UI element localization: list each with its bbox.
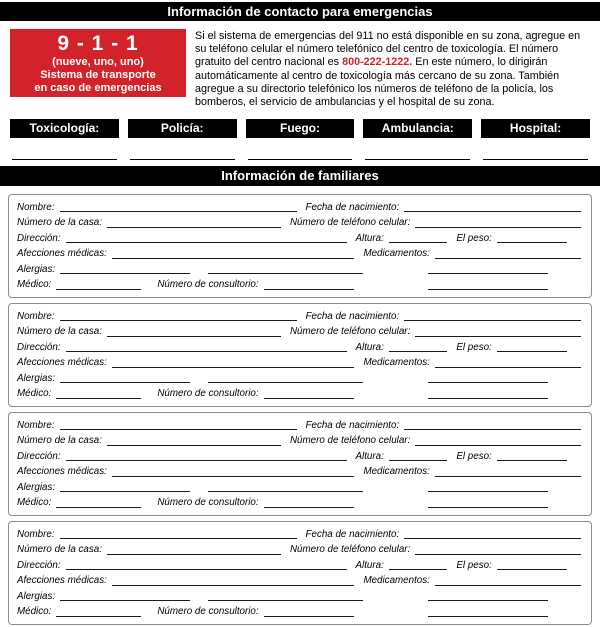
allergies-label: Alergias: <box>17 481 56 493</box>
row-name-dob <box>17 200 581 216</box>
medical-conditions-line <box>112 366 355 368</box>
nine-one-one-caption-2: en caso de emergencias <box>34 81 162 94</box>
row-name-dob <box>17 309 581 325</box>
medications-label: Medicamentos: <box>363 248 430 260</box>
name-label: Nombre: <box>17 310 55 322</box>
medications-line-2 <box>428 599 548 601</box>
row-doctor-office <box>17 387 581 403</box>
medical-conditions-label: Afecciones médicas: <box>17 466 107 478</box>
medications-line-2 <box>428 490 548 492</box>
address-line <box>66 350 347 352</box>
doctor-label: Médico: <box>17 606 52 618</box>
section-title-family-info: Información de familiares <box>221 168 379 184</box>
cell-number-label: Número de teléfono celular: <box>289 326 411 338</box>
allergies-line-2 <box>208 272 363 274</box>
medications-line-2 <box>428 272 548 274</box>
home-number-label: Número de la casa: <box>17 435 102 447</box>
doctor-line <box>56 397 141 399</box>
contact-label-hospital: Hospital: <box>481 119 590 138</box>
row-address-height-weight <box>17 231 581 247</box>
medications-label: Medicamentos: <box>363 357 430 369</box>
home-number-label: Número de la casa: <box>17 217 102 229</box>
row-phones <box>17 543 581 559</box>
medications-label: Medicamentos: <box>363 466 430 478</box>
allergies-label: Alergias: <box>17 590 56 602</box>
medications-line-2 <box>428 381 548 383</box>
height-line <box>389 459 448 461</box>
row-address-height-weight <box>17 340 581 356</box>
paragraph-text-after: En este número, lo dirigirán automáticamente al centro de toxicología más cercano de su zona. También agregue a su directorio telefónico los números de teléfono de la policía, los bomberos, el servicio de ambulancias y el hospital de su zona. <box>195 56 560 109</box>
address-label: Dirección: <box>17 341 61 353</box>
office-number-label: Número de consultorio: <box>157 388 259 400</box>
address-label: Dirección: <box>17 559 61 571</box>
cell-number-line <box>415 335 581 337</box>
birth-date-label: Fecha de nacimiento: <box>305 419 400 431</box>
nine-one-one-number: 9 - 1 - 1 <box>57 31 139 55</box>
height-line <box>389 241 448 243</box>
allergies-line-1 <box>60 490 190 492</box>
name-line <box>60 319 297 321</box>
office-number-label: Número de consultorio: <box>157 279 259 291</box>
weight-line <box>497 350 567 352</box>
medical-conditions-line <box>112 257 355 259</box>
birth-date-label: Fecha de nacimiento: <box>305 310 400 322</box>
doctor-label: Médico: <box>17 497 52 509</box>
family-member-block <box>8 194 592 298</box>
row-phones <box>17 216 581 232</box>
address-line <box>66 459 347 461</box>
row-doctor-office <box>17 605 581 621</box>
medical-conditions-label: Afecciones médicas: <box>17 357 107 369</box>
name-label: Nombre: <box>17 528 55 540</box>
birth-date-label: Fecha de nacimiento: <box>305 528 400 540</box>
weight-label: El peso: <box>456 450 492 462</box>
nine-one-one-pronunciation: (nueve, uno, uno) <box>52 55 144 68</box>
medications-line-3 <box>428 288 548 290</box>
row-allergies <box>17 371 581 387</box>
weight-label: El peso: <box>456 559 492 571</box>
nine-one-one-box <box>10 29 186 97</box>
family-member-block <box>8 303 592 407</box>
medical-conditions-label: Afecciones médicas: <box>17 248 107 260</box>
row-allergies <box>17 262 581 278</box>
name-line <box>60 210 297 212</box>
row-conditions-medications <box>17 247 581 263</box>
emergency-info-row <box>10 29 592 109</box>
height-line <box>389 568 448 570</box>
medications-line-3 <box>428 615 548 617</box>
doctor-line <box>56 288 141 290</box>
contact-label-toxicology: Toxicología: <box>10 119 119 138</box>
allergies-line-1 <box>60 599 190 601</box>
medications-line <box>435 257 581 259</box>
police-number-line <box>130 158 235 160</box>
contact-label-fire: Fuego: <box>246 119 355 138</box>
row-name-dob <box>17 527 581 543</box>
office-number-line <box>264 288 354 290</box>
allergies-line-1 <box>60 381 190 383</box>
office-number-line <box>264 397 354 399</box>
emergency-contact-blank-lines <box>10 158 590 160</box>
name-line <box>60 537 297 539</box>
row-allergies <box>17 589 581 605</box>
home-number-line <box>107 444 281 446</box>
address-line <box>66 568 347 570</box>
weight-label: El peso: <box>456 232 492 244</box>
row-conditions-medications <box>17 465 581 481</box>
row-phones <box>17 434 581 450</box>
office-number-label: Número de consultorio: <box>157 497 259 509</box>
fire-number-line <box>248 158 353 160</box>
name-line <box>60 428 297 430</box>
cell-number-label: Número de teléfono celular: <box>289 544 411 556</box>
weight-line <box>497 241 567 243</box>
row-doctor-office <box>17 278 581 294</box>
birth-date-line <box>404 428 581 430</box>
cell-number-line <box>415 553 581 555</box>
birth-date-line <box>404 319 581 321</box>
weight-label: El peso: <box>456 341 492 353</box>
address-line <box>66 241 347 243</box>
emergency-contact-labels-row <box>10 119 590 138</box>
medications-line <box>435 584 581 586</box>
home-number-label: Número de la casa: <box>17 544 102 556</box>
medical-conditions-line <box>112 475 355 477</box>
height-label: Altura: <box>355 341 384 353</box>
row-doctor-office <box>17 496 581 512</box>
cell-number-label: Número de teléfono celular: <box>289 217 411 229</box>
doctor-line <box>56 506 141 508</box>
cell-number-line <box>415 226 581 228</box>
birth-date-label: Fecha de nacimiento: <box>305 201 400 213</box>
row-conditions-medications <box>17 574 581 590</box>
contact-label-ambulance: Ambulancia: <box>363 119 472 138</box>
home-number-label: Número de la casa: <box>17 326 102 338</box>
home-number-line <box>107 553 281 555</box>
allergies-label: Alergias: <box>17 372 56 384</box>
row-allergies <box>17 480 581 496</box>
family-member-block <box>8 412 592 516</box>
row-conditions-medications <box>17 356 581 372</box>
medical-conditions-label: Afecciones médicas: <box>17 575 107 587</box>
medications-line <box>435 366 581 368</box>
nine-one-one-caption-1: Sistema de transporte <box>40 68 156 81</box>
office-number-line <box>264 615 354 617</box>
row-phones <box>17 325 581 341</box>
birth-date-line <box>404 537 581 539</box>
row-name-dob <box>17 418 581 434</box>
medical-conditions-line <box>112 584 355 586</box>
allergies-line-2 <box>208 490 363 492</box>
birth-date-line <box>404 210 581 212</box>
contact-label-police: Policía: <box>128 119 237 138</box>
family-member-blocks <box>8 194 592 625</box>
weight-line <box>497 459 567 461</box>
office-number-label: Número de consultorio: <box>157 606 259 618</box>
cell-number-line <box>415 444 581 446</box>
doctor-label: Médico: <box>17 388 52 400</box>
address-label: Dirección: <box>17 450 61 462</box>
section-header-family-info <box>0 166 600 186</box>
height-label: Altura: <box>355 450 384 462</box>
section-title-emergency-contact: Información de contacto para emergencias <box>167 4 433 19</box>
home-number-line <box>107 226 281 228</box>
medications-line <box>435 475 581 477</box>
family-member-block <box>8 521 592 625</box>
address-label: Dirección: <box>17 232 61 244</box>
ambulance-number-line <box>365 158 470 160</box>
instructions-paragraph <box>195 29 592 109</box>
paragraph-text-before: Si el sistema de emergencias del 911 no está disponible en su zona, agregue en su teléfono celular el número telefónico del centro de toxicología. El número gratuito del centro nacional es <box>195 30 581 69</box>
row-address-height-weight <box>17 449 581 465</box>
height-line <box>389 350 448 352</box>
weight-line <box>497 568 567 570</box>
allergies-line-2 <box>208 599 363 601</box>
name-label: Nombre: <box>17 419 55 431</box>
toxicology-number-line <box>12 158 117 160</box>
row-address-height-weight <box>17 558 581 574</box>
hospital-number-line <box>483 158 588 160</box>
home-number-line <box>107 335 281 337</box>
medications-label: Medicamentos: <box>363 575 430 587</box>
height-label: Altura: <box>355 559 384 571</box>
allergies-line-2 <box>208 381 363 383</box>
section-header-emergency-contact <box>0 2 600 21</box>
medications-line-3 <box>428 506 548 508</box>
allergies-line-1 <box>60 272 190 274</box>
allergies-label: Alergias: <box>17 263 56 275</box>
medications-line-3 <box>428 397 548 399</box>
poison-center-phone-number: 800-222-1222. <box>342 56 413 69</box>
height-label: Altura: <box>355 232 384 244</box>
office-number-line <box>264 506 354 508</box>
doctor-line <box>56 615 141 617</box>
name-label: Nombre: <box>17 201 55 213</box>
emergency-contact-form-page <box>0 2 600 627</box>
cell-number-label: Número de teléfono celular: <box>289 435 411 447</box>
doctor-label: Médico: <box>17 279 52 291</box>
